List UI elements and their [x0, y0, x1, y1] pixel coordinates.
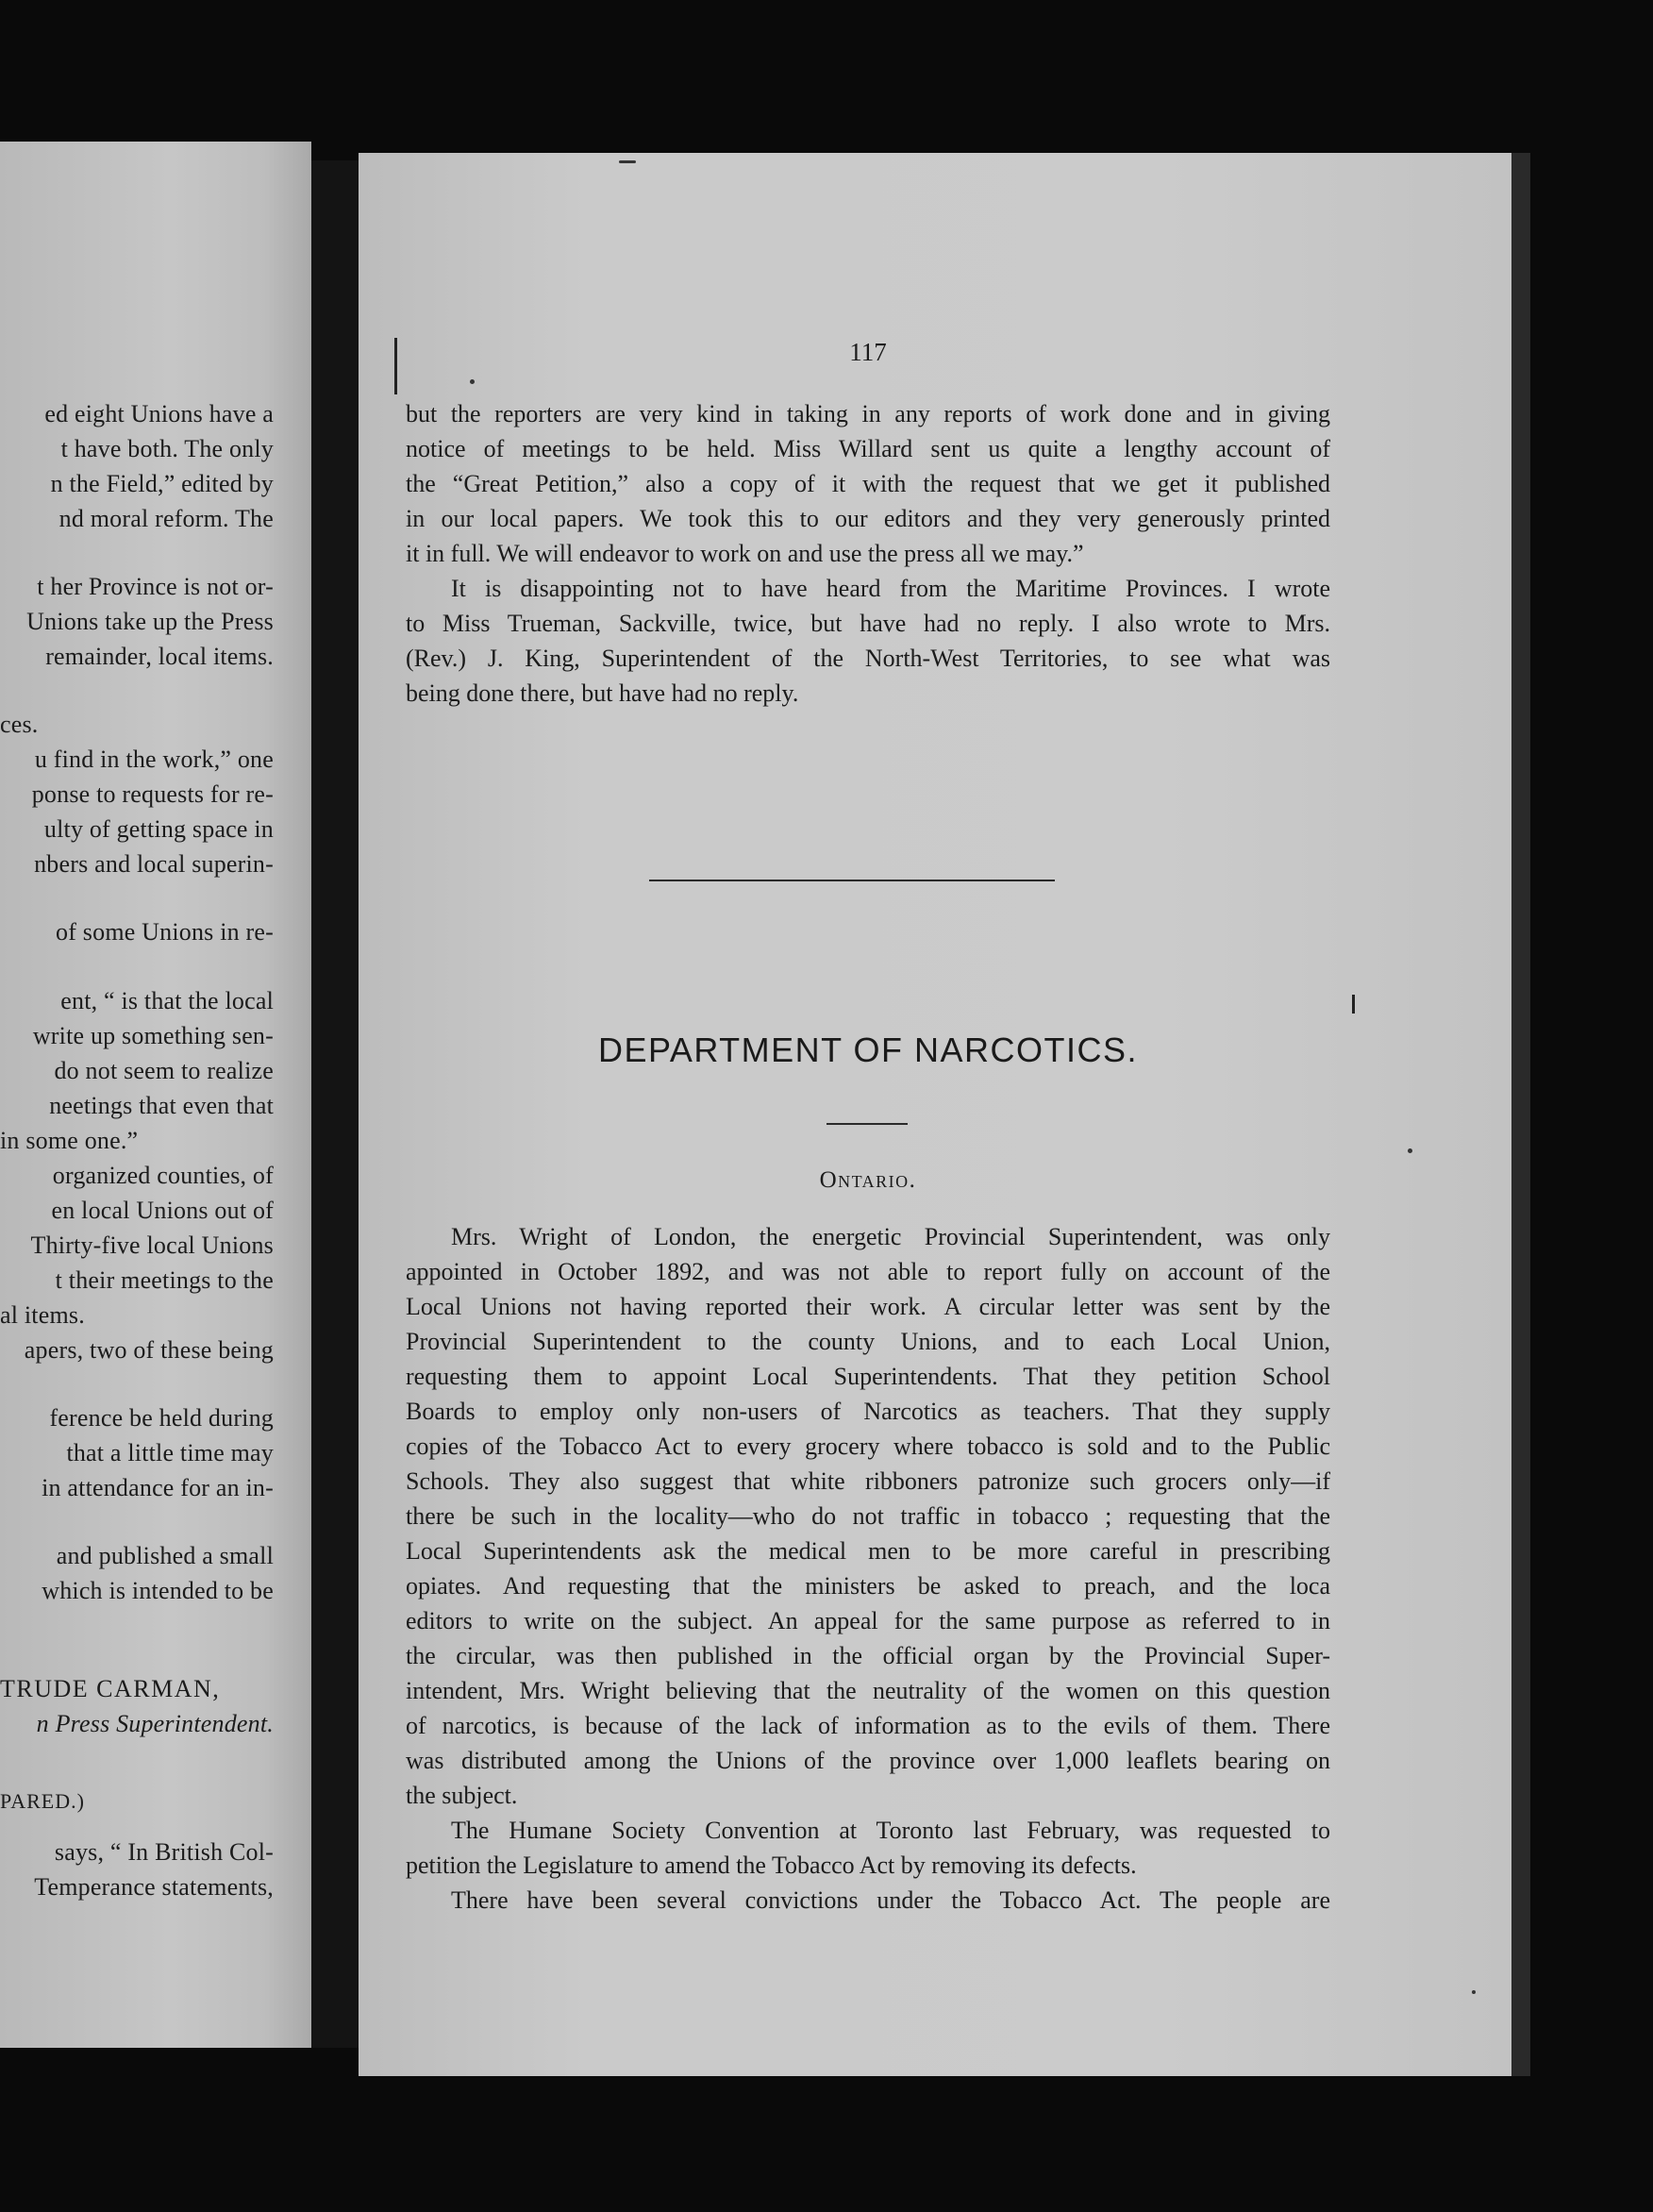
text-line: it in full. We will endeavor to work on and use the press all we may.”	[406, 540, 1084, 567]
text-line: editors to write on the subject. An appeal for the same purpose as referred to in	[406, 1607, 1330, 1634]
text-line: intendent, Mrs. Wright believing that the neutrality of the women on this question	[406, 1677, 1330, 1704]
left-page-line: write up something sen-	[32, 1022, 274, 1049]
page-edge	[1511, 153, 1530, 2076]
left-page-line: en local Unions out of	[51, 1197, 274, 1224]
left-page-line: PARED.)	[0, 1789, 85, 1813]
text-line: (Rev.) J. King, Superintendent of the North-West Territories, to see what was	[406, 645, 1330, 672]
left-page-line: al items.	[0, 1301, 85, 1329]
left-page-line: in attendance for an in-	[42, 1474, 274, 1501]
left-page-line: u find in the work,” one	[34, 746, 274, 773]
scan-speck	[470, 379, 475, 384]
left-page-line: apers, two of these being	[24, 1336, 274, 1364]
text-line: the circular, was then published in the official organ by the Provincial Super-	[406, 1642, 1330, 1669]
text-line: to Miss Trueman, Sackville, twice, but have had no reply. I also wrote to Mrs.	[406, 610, 1330, 637]
text-line: Schools. They also suggest that white ribboners patronize such grocers only—if	[406, 1467, 1330, 1495]
left-page-line: ces.	[0, 711, 39, 738]
text-line: Boards to employ only non-users of Narcotics as teachers. That they supply	[406, 1398, 1330, 1425]
text-line: there be such in the locality—who do not traffic in tobacco ; requesting that the	[406, 1502, 1330, 1530]
left-page-line: organized counties, of	[52, 1162, 274, 1189]
text-line: notice of meetings to be held. Miss Willard sent us quite a lengthy account of	[406, 435, 1330, 462]
left-page-signature-title: n Press Superintendent.	[36, 1710, 274, 1737]
left-page-line: do not seem to realize	[54, 1057, 274, 1084]
text-line: being done there, but have had no reply.	[406, 679, 799, 707]
left-page-line: Thirty-five local Unions	[30, 1232, 274, 1259]
scan-speck	[1408, 1148, 1412, 1153]
paragraph-start: It is disappointing not to have heard from the Maritime Provinces. I wrote	[451, 575, 1330, 602]
left-page-line: remainder, local items.	[45, 643, 274, 670]
text-line: the “Great Petition,” also a copy of it with the request that we get it published	[406, 470, 1330, 497]
text-line: but the reporters are very kind in taking in any reports of work done and in giving	[406, 400, 1330, 427]
left-page-line: says, “ In British Col-	[54, 1838, 274, 1866]
scan-speck	[1472, 1990, 1476, 1994]
text-line: Provincial Superintendent to the county Unions, and to each Local Union,	[406, 1328, 1330, 1355]
left-page-line: ed eight Unions have a	[44, 400, 274, 427]
left-page-line: t their meetings to the	[55, 1266, 274, 1294]
left-page-line: nd moral reform. The	[58, 505, 274, 532]
left-page-line: which is intended to be	[42, 1577, 274, 1604]
text-line: requesting them to appoint Local Superintendents. That they petition School	[406, 1363, 1330, 1390]
left-page-line: n the Field,” edited by	[50, 470, 274, 497]
page-number: 117	[849, 338, 887, 366]
left-page-line: and published a small	[56, 1542, 274, 1569]
left-page-line: ponse to requests for re-	[31, 780, 274, 808]
title-rule	[826, 1123, 908, 1125]
left-page-signature: TRUDE CARMAN,	[0, 1675, 221, 1702]
section-title: DEPARTMENT OF NARCOTICS.	[597, 1031, 1139, 1069]
left-page-line: neetings that even that	[49, 1092, 274, 1119]
text-line: opiates. And requesting that the ministers be asked to preach, and the loca	[406, 1572, 1330, 1600]
text-line: the subject.	[406, 1782, 518, 1809]
left-page-line: in some one.”	[0, 1127, 139, 1154]
left-page-line: Temperance statements,	[34, 1873, 274, 1901]
left-page-line: nbers and local superin-	[34, 850, 274, 878]
paragraph-start: Mrs. Wright of London, the energetic Provincial Superintendent, was only	[451, 1223, 1330, 1250]
text-line: was distributed among the Unions of the province over 1,000 leaflets bearing on	[406, 1747, 1330, 1774]
left-page-line: Unions take up the Press	[26, 608, 274, 635]
paragraph-start: There have been several convictions under the Tobacco Act. The people are	[451, 1886, 1330, 1914]
text-line: copies of the Tobacco Act to every grocery where tobacco is sold and to the Public	[406, 1433, 1330, 1460]
page-117	[359, 153, 1511, 2076]
text-line: petition the Legislature to amend the Tobacco Act by removing its defects.	[406, 1852, 1137, 1879]
left-page-line: ulty of getting space in	[43, 815, 274, 843]
left-page-line: t her Province is not or-	[37, 573, 274, 600]
text-line: in our local papers. We took this to our editors and they very generously printed	[406, 505, 1330, 532]
section-divider	[649, 880, 1055, 881]
margin-mark	[1352, 995, 1355, 1014]
left-page-line: ference be held during	[49, 1404, 274, 1432]
previous-page	[0, 142, 311, 2048]
subheading: Ontario.	[819, 1167, 917, 1193]
text-line: Local Superintendents ask the medical men to be more careful in prescribing	[406, 1537, 1330, 1565]
left-page-line: ent, “ is that the local	[60, 987, 274, 1014]
paragraph-start: The Humane Society Convention at Toronto last February, was requested to	[451, 1817, 1330, 1844]
margin-mark	[394, 338, 397, 394]
left-page-line: that a little time may	[66, 1439, 274, 1466]
scan-speck	[619, 160, 636, 163]
book-gutter	[311, 160, 359, 2048]
left-page-line: t have both. The only	[60, 435, 274, 462]
text-line: Local Unions not having reported their work. A circular letter was sent by the	[406, 1293, 1330, 1320]
left-page-line: of some Unions in re-	[56, 918, 274, 946]
text-line: appointed in October 1892, and was not able to report fully on account of the	[406, 1258, 1330, 1285]
text-line: of narcotics, is because of the lack of information as to the evils of them. There	[406, 1712, 1330, 1739]
